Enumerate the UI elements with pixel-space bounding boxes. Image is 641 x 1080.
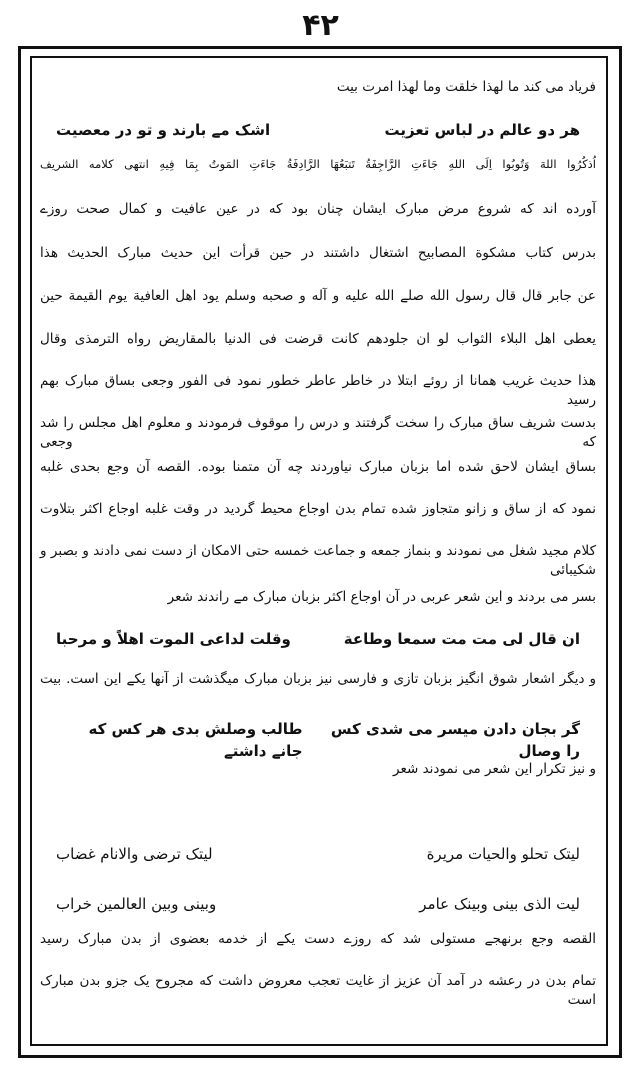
hemistich-right: ان قال لی مت مت سمعا وطاعة bbox=[343, 630, 580, 648]
text-line: عن جابر قال قال رسول الله صلے الله علیه و آله و صحبه وسلم یود اهل العافیة یوم القیمة حین bbox=[40, 288, 596, 304]
text-line: نمود که از ساق و زانو متجاوز شده تمام بدن اوجاع محیط گردید در وقت غلبه اوجاع اکثر بتلاوت bbox=[40, 501, 596, 517]
hemistich-left: وبینی وبین العالمین خراب bbox=[56, 895, 217, 913]
text-line: تمام بدن در رعشه در آمد آن عزیز از غایت تعجب معروض داشت که مجروح یک جزو بدن مبارک است bbox=[40, 973, 596, 1008]
text-line: و دیگر اشعار شوق انگیز بزبان تازی و فارسی نیز بزبان مبارک میگذشت از آنها یکے این است. بیت bbox=[40, 671, 596, 687]
text-line: بدرس کتاب مشکوة المصابیح اشتغال داشتند در حین قرأت این حدیث مبارک الحدیث هذا bbox=[40, 245, 596, 261]
hemistich-left: لیتک ترضی والانام غضاب bbox=[56, 845, 213, 863]
page-number: ۴۲ bbox=[302, 8, 339, 43]
text-line: بسر می بردند و این شعر عربی در آن اوجاع اکثر بزبان مبارک مے راندند شعر bbox=[167, 589, 596, 605]
text-line: و نیز تکرار این شعر می نمودند شعر bbox=[393, 761, 596, 777]
text-line: آورده اند که شروع مرض مبارک ایشان چنان بود که در عین عافیت و کمال صحت روزے bbox=[40, 201, 596, 217]
hemistich-right: هر دو عالم در لباس تعزیت bbox=[384, 121, 580, 139]
hemistich-left: اشک مے بارند و تو در معصیت bbox=[56, 121, 271, 139]
couplet bbox=[40, 628, 596, 650]
hemistich-right: لیتک تحلو والحیات مریرة bbox=[426, 845, 580, 863]
hemistich-left: وقلت لداعی الموت اهلاً و مرحبا bbox=[56, 630, 291, 648]
hemistich-right: لیت الذی بینی وبینک عامر bbox=[419, 895, 580, 913]
text-line: فریاد می کند ما لهذا خلقت وما لهذا امرت بیت bbox=[336, 79, 596, 95]
arabic-quote-line: اُذکُرُوا اللهَ وَتُوبُوا اِلَی اللهِ جَاءَتِ الرَّاجِفَةُ تَتبَعُهَا الرَّادِفَةُ جَاءَتِ المَوتُ بِمَا فِيهِ انتهی کلامه الشریف bbox=[40, 157, 596, 171]
hemistich-left: طالب وصلش بدی هر کس که جانے داشتے bbox=[88, 720, 303, 760]
couplet bbox=[40, 893, 596, 915]
couplet bbox=[40, 718, 596, 762]
text-line: القصه وجع برنهجے مستولی شد که روزے دست یکے از خدمه بعضوی از بدن مبارک رسید bbox=[40, 931, 596, 947]
hemistich-right: گر بجان دادن میسر می شدی کس را وصال bbox=[330, 720, 580, 760]
text-line: بدست شریف ساق مبارک را سخت گرفتند و درس را موقوف فرمودند و معلوم اهل مجلس را شد که وجعی bbox=[40, 415, 596, 450]
couplet bbox=[40, 119, 596, 141]
couplet bbox=[40, 843, 596, 865]
text-line: بساق ایشان لاحق شده اما بزبان مبارک نیاوردند چه آن متمنا بوده. القصه آن وجع بحدی غلبه bbox=[40, 459, 596, 475]
text-line: یعطی اهل البلاء الثواب لو ان جلودهم کانت قرضت فی الدنیا بالمقاریض رواه الترمذی وقال bbox=[40, 331, 596, 347]
text-line: هذا حدیث غریب همانا از روئے ابتلا در خاطر عاطر خطور نمود فی الفور وجعی بساق مبارک بهم رسید bbox=[40, 373, 596, 408]
text-line: کلام مجید شغل می نمودند و بنماز جمعه و جماعت خمسه حتی الامکان از دست نمی دادند و بصبر و شکیبائی bbox=[40, 543, 596, 578]
